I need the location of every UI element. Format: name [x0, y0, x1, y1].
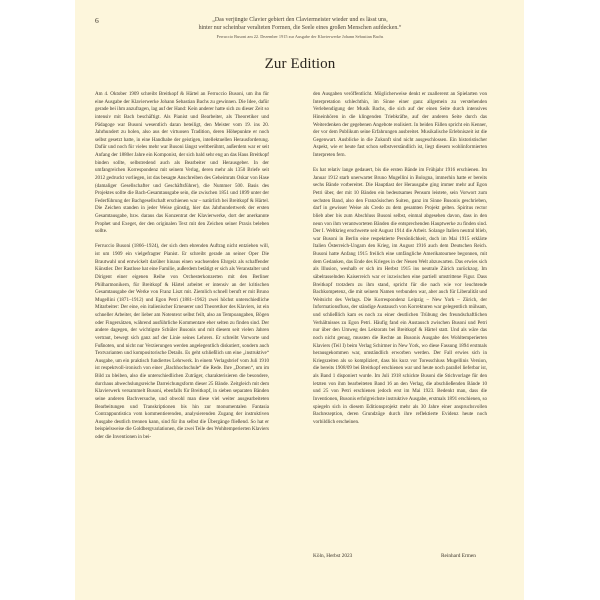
paragraph: Ferruccio Busoni (1866–1924), der sich dem ehrenden Auftrag nicht entziehen will, ist um 1909 ein vielgefragter Pianist. Er schreibt gerade an seiner Oper Die Brautwahl und entwickelt darüber hinaus einen wachsenden Ehrgeiz als schaffender Künstler. Der Rastlose hat eine Familie, außerdem betätigt er sich als Veranstalter und Dirigent einer eigenen Reihe von Orchesterkonzerten mit den Berliner Philharmonikern, für Breitkopf & Härtel arbeitet er intensiv an der kritischen Gesamtausgabe der Werke von Franz Liszt mit. Ziemlich schnell beruft er mit Bruno Mugellini (1871–1912) und Egon Petri (1881–1962) zwei höchst unterschiedliche Mitarbeiter: Der eine, ein italienischer Erneuerer und Theoretiker des Klaviers, ist ein schneller Arbeiter, der lieber am Notentext selbst feilt, also an Tempoangaben, Bögen oder Fingersätzen, während ausführliche Kommentare eher selten zu finden sind. Der andere dagegen, der wichtigste Schüler Busonis und mit diesem seit vielen Jahren vertraut, bewegt sich ganz auf der Linie seines Lehrers. Er schreibt Vorworte und Fußnoten, und nicht nur Verzierungen werden angelegentlich diskutiert, sondern auch Textvarianten und kompositorische Details. Es geht schließlich um eine „instruktive“ Ausgabe, um ein praktisch fundiertes Lehrwerk. In einem Verlagsbrief vom Juli 1910 ist respektvoll-ironisch von einer „Bachhochschule“ die Rede. Ihre „Dornen“, um im Bild zu bleiben, also die unterschiedlichen Zuträger, charakterisieren die besondere, durchaus abwechslungsreiche Darreichungsform dieser 25 Bände. Zeitgleich mit dem Klavierwerk versammelt Busoni, ebenfalls für Breitkopf, in sieben separaten Bänden seine anderen Bachversuche, und obwohl man diese viel weiter ausgearbeiteten Bearbeitungen und Transkriptionen bis hin zur monumentalen Fantasia Contrappuntistica vom kommentierenden, analysierenden Zugang der instruktiven Ausgabe deutlich trennen kann, sind für ihn selbst die Übergänge fließend. So hat er beispielsweise die Goldbergvariationen, die zwei Teile des Wohltemperierten Klaviers oder die Inventionen in bei-: [95, 243, 270, 441]
epigraph-line-1: „Das verjüngte Clavier gebiert den Claviermeister wieder und es lässt uns,: [212, 17, 388, 23]
paragraph: den Ausgaben veröffentlicht. Möglicherweise denkt er zuallererst an Spielarten von Interpretation schlechthin, im Sinne einer ganz allgemein zu verstehenden Verlebendigung der Musik Bachs, die sich auf der einen Seite durch intensives Hineinhören in die klingenden Triebkräfte, auf der anderen Seite durch das Weiterdenken der gegebenen Angebote realisiert. In beiden Fällen spricht ein Kenner, der vor dem Publikum seine Erfahrungen ausbreitet. Musikalische Erlebniszeit ist die Gegenwart. Ausblicke in die Zukunft sind nicht ausgeschlossen. Ein historistischer Aspekt, wie er heute fast schon selbstverständlich ist, liegt diesem wohlinformierten Interpreten fern.: [313, 91, 487, 158]
signature-author: Reinhard Ermen: [441, 553, 476, 559]
epigraph-line-2: hinter nur scheinbar veralteten Formen, die Seele eines großen Menschen aufdecken.“: [198, 25, 402, 32]
epigraph-source: Ferruccio Busoni am 22. Dezember 1915 zur Ausgabe der Klavierwerke Johann Sebastian Bachs: [216, 33, 384, 39]
paragraph: Es hat relativ lange gedauert, bis die ersten Bände im Frühjahr 1916 erschienen. Im Januar 1912 starb unerwartet Bruno Mugellini in Bologna, immerhin hatte er bereits sechs Bände vorbereitet. Die Hauptlast der Herausgabe ging immer mehr auf Egon Petri über, der mit 10 Bänden ein bedeutsames Pensum leistete, sein Vorwort zum sechsten Band, also den Französischen Suiten, ganz im Sinne Busonis geschrieben, darf in gewisser Weise als Credo zu dem gesamten Projekt gelten. Spiritus rector blieb aber bis zum Abschluss Busoni selbst, einmal abgesehen davon, dass in den neun von ihm verantworteten Bänden die entsprechenden Hauptwerke zu finden sind. Der I. Weltkrieg erschwerte seit August 1914 die Arbeit. Solange Italien neutral blieb, war Busoni in Berlin eine respektierte Persönlichkeit, doch im Mai 1915 erklärte Italien Österreich-Ungarn den Krieg, im August 1916 auch dem Deutschen Reich. Busoni hatte Anfang 1915 freilich eine umfängliche Amerikatournee begonnen, mit dem Gedanken, das Ende des Krieges in der Neuen Welt abzuwarten. Das erwies sich als Illusion, weshalb er sich im Herbst 1915 ins neutrale Zürich zurückzog. Im säbelrasselnden Kaiserreich war er inzwischen eine partiell umstrittene Figur. Dass Breitkopf trotzdem zu ihm stand, spricht für die nach wie vor leuchtende Bachkompetenz, die mit seinem Namen verbunden war, aber auch für Liberalität und Weitsicht des Verlags. Die Korrespondenz Leipzig – New York – Zürich, der Informationsfluss, der ständige Austausch von Korrekturen war gelegentlich mühsam, und schließlich kam es noch zu einer deutlichen Trübung des freundschaftlichen Verhältnisses zu Egon Petri. Häufig fand ein Austausch zwischen Busoni und Petri nur über den Umweg des Lektorats bei Breitkopf & Härtel statt. Und als wäre das noch nicht genug, mussten die Rechte an Busonis Ausgabe des Wohltemperierten Klaviers (Teil I) beim Verlag Schirmer in New York, wo diese Fassung 1894 erstmals herausgekommen war, umständlich erworben werden. Der Fall erwies sich in Kriegszeiten als so kompliziert, dass bis kurz vor Toresschluss Mugellinis Version, die bereits 1908/09 bei Breitkopf erschienen war und heute noch parallel lieferbar ist, als Band 1 disponiert wurde. Im Juli 1918 schickte Busoni die Stichvorlage für den letzten von ihm bearbeiteten Band 16 an den Verlag, die abschließenden Bände 10 und 25 von Petri erschienen jedoch erst im Mai 1923. Bedenkt man, dass die Inventionen, Busonis erfolgreichste instruktive Ausgabe, erstmals 1891 erschienen, so spiegeln sich in diesem Editionsprojekt mehr als 30 Jahre einer anspruchsvollen Bachrezeption, deren Grundzüge durch ihre reflektierte Evidenz heute noch vorbildlich erscheinen.: [313, 167, 487, 425]
page-number: 6: [95, 16, 99, 25]
signature-place-date: Köln, Herbst 2023: [313, 553, 353, 559]
page-title: Zur Edition: [264, 56, 336, 72]
paragraph: Am 4. Oktober 1909 schreibt Breitkopf & Härtel an Ferruccio Busoni, um ihn für eine Ausgabe der Klavierwerke Johann Sebastian Bachs zu gewinnen. Die Idee, dafür gerade bei ihm anzufragen, lag auf der Hand: Kein anderer hatte sich zu dieser Zeit so intensiv mit Bach beschäftigt. Als Pianist und Bearbeiter, als Theoretiker und Pädagoge war Busoni wesentlich daran beteiligt, den Meister vom 19. ins 20. Jahrhundert zu holen, also aus der virtuosen Tradition, deren Höhepunkte er noch selbst gesetzt hatte, in eine Handhabe der geistigen, intellektuellen Herausforderung. Dafür und noch für vieles mehr war Busoni längst weltberühmt, außerdem war er seit Anfang der 1880er Jahre ein Komponist, der sich bald sehr eng an das Haus Breitkopf binden sollte, selbstredend auch als Bearbeiter und Herausgeber. In der umfangreichen Korrespondenz mit seinem Verlag, deren mehr als 1350 Briefe seit 2012 gedruckt vorliegen, ist das besagte Anschreiben des Geheimrats Oskar von Hase (damaliger Gesellschafter und Geschäftsführer), die Nummer 500. Basis des Projektes sollte die Bach-Gesamtausgabe sein, die zwischen 1851 und 1899 unter der Federführung der Bachgesellschaft erschienen war – natürlich bei Breitkopf & Härtel. Die Zeichen standen in jeder Weise günstig, hier das Jahrhundertwerk der ersten Gesamtausgabe, bzw. daraus das Konzentrat der Klavierwerke, dort der anerkannte Prophet und Exeget, der den originalen Text mit den Zeichen seiner Praxis beleben sollte.: [95, 91, 269, 235]
epigraph: [140, 16, 460, 40]
left-column: [95, 91, 269, 442]
right-column: [313, 91, 487, 426]
